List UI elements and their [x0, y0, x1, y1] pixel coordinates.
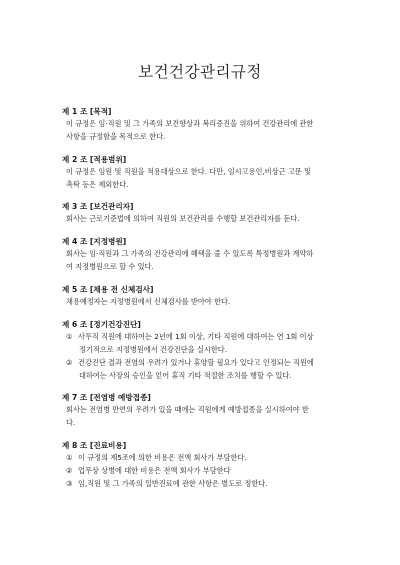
article-4	[62, 237, 362, 273]
item-number: ②	[66, 466, 73, 475]
item-text: 정기적으로 지정병원에서 건강진단을 실시한다.	[79, 345, 228, 354]
article-2	[62, 155, 362, 191]
article-text: 이 규정은 임원 및 직원을 적용대상으로 한다. 다만, 임시고용인,비상근 고문 및	[66, 167, 311, 176]
article-heading: 제 2 조 [적용범위]	[62, 155, 127, 164]
article-text: 다.	[66, 418, 76, 427]
article-6	[62, 320, 362, 382]
article-heading: 제 6 조 [정기건강진단]	[62, 320, 141, 329]
list-item	[62, 451, 362, 464]
list-item	[62, 477, 362, 490]
article-text: 회사는 근로기준법에 의하여 직원의 보건관리를 수행할 보건관리자를 둔다.	[66, 214, 300, 223]
article-heading: 제 1 조 [목적]	[62, 107, 112, 116]
article-heading: 제 5 조 [채용 전 신체검사]	[62, 285, 154, 294]
article-text: 회사는 전염병 만연의 우려가 있을 때에는 직원에게 예방접종을 실시하여야 한	[66, 405, 309, 414]
article-text: 회사는 임·직원과 그 가족의 건강관리에 혜택을 줄 수 있도록 특정병원과 계약하	[66, 249, 314, 258]
article-text: 이 규정은 임·직원 및 그 가족의 보건향상과 복리증진을 위하여 건강관리에 관한	[66, 119, 314, 128]
item-text: 대하여는 사장의 승인을 얻어 휴직 기타 적절한 조치를 행할 수 있다.	[79, 371, 292, 380]
item-number: ②	[66, 358, 73, 367]
article-7	[62, 393, 362, 429]
list-item	[62, 356, 362, 369]
article-text: 사항을 규정함을 목적으로 한다.	[66, 132, 166, 141]
article-text: 채용예정자는 지정병원에서 신체검사를 받아야 한다.	[66, 297, 231, 306]
item-number: ③	[66, 479, 73, 488]
document-title: 보건건강관리규정	[138, 63, 262, 81]
item-number: ①	[66, 453, 73, 462]
article-heading: 제 7 조 [전염병 예방접종]	[62, 393, 151, 402]
item-number: ①	[66, 332, 73, 341]
article-3	[62, 202, 362, 225]
item-text: 건강진단 결과 전염의 우려가 있거나 휴양할 필요가 있다고 인정되는 직원에	[78, 358, 314, 367]
list-item	[62, 464, 362, 477]
article-5	[62, 285, 362, 308]
article-heading: 제 4 조 [지정병원]	[62, 237, 127, 246]
item-text: 사무직 직원에 대하여는 2년에 1회 이상, 기타 직원에 대하여는 연 1회 이상	[78, 332, 314, 341]
article-heading: 제 3 조 [보건관리자]	[62, 202, 134, 211]
article-8	[62, 441, 362, 490]
list-item	[62, 330, 362, 343]
article-text: 여 지정병원으로 할 수 있다.	[66, 262, 154, 271]
article-1	[62, 107, 362, 143]
article-heading: 제 8 조 [진료비용]	[62, 441, 127, 450]
item-text: 임,직원 및 그 가족의 일반진료에 관한 사항은 별도로 정한다.	[78, 479, 268, 488]
item-text: 업무상 상병에 대한 비용은 전액 회사가 부담한다	[78, 466, 231, 475]
article-text: 촉탁 등은 제외한다.	[66, 180, 129, 189]
item-text: 이 규정의 제5조에 의한 비용은 전액 회사가 부담한다.	[78, 453, 247, 462]
